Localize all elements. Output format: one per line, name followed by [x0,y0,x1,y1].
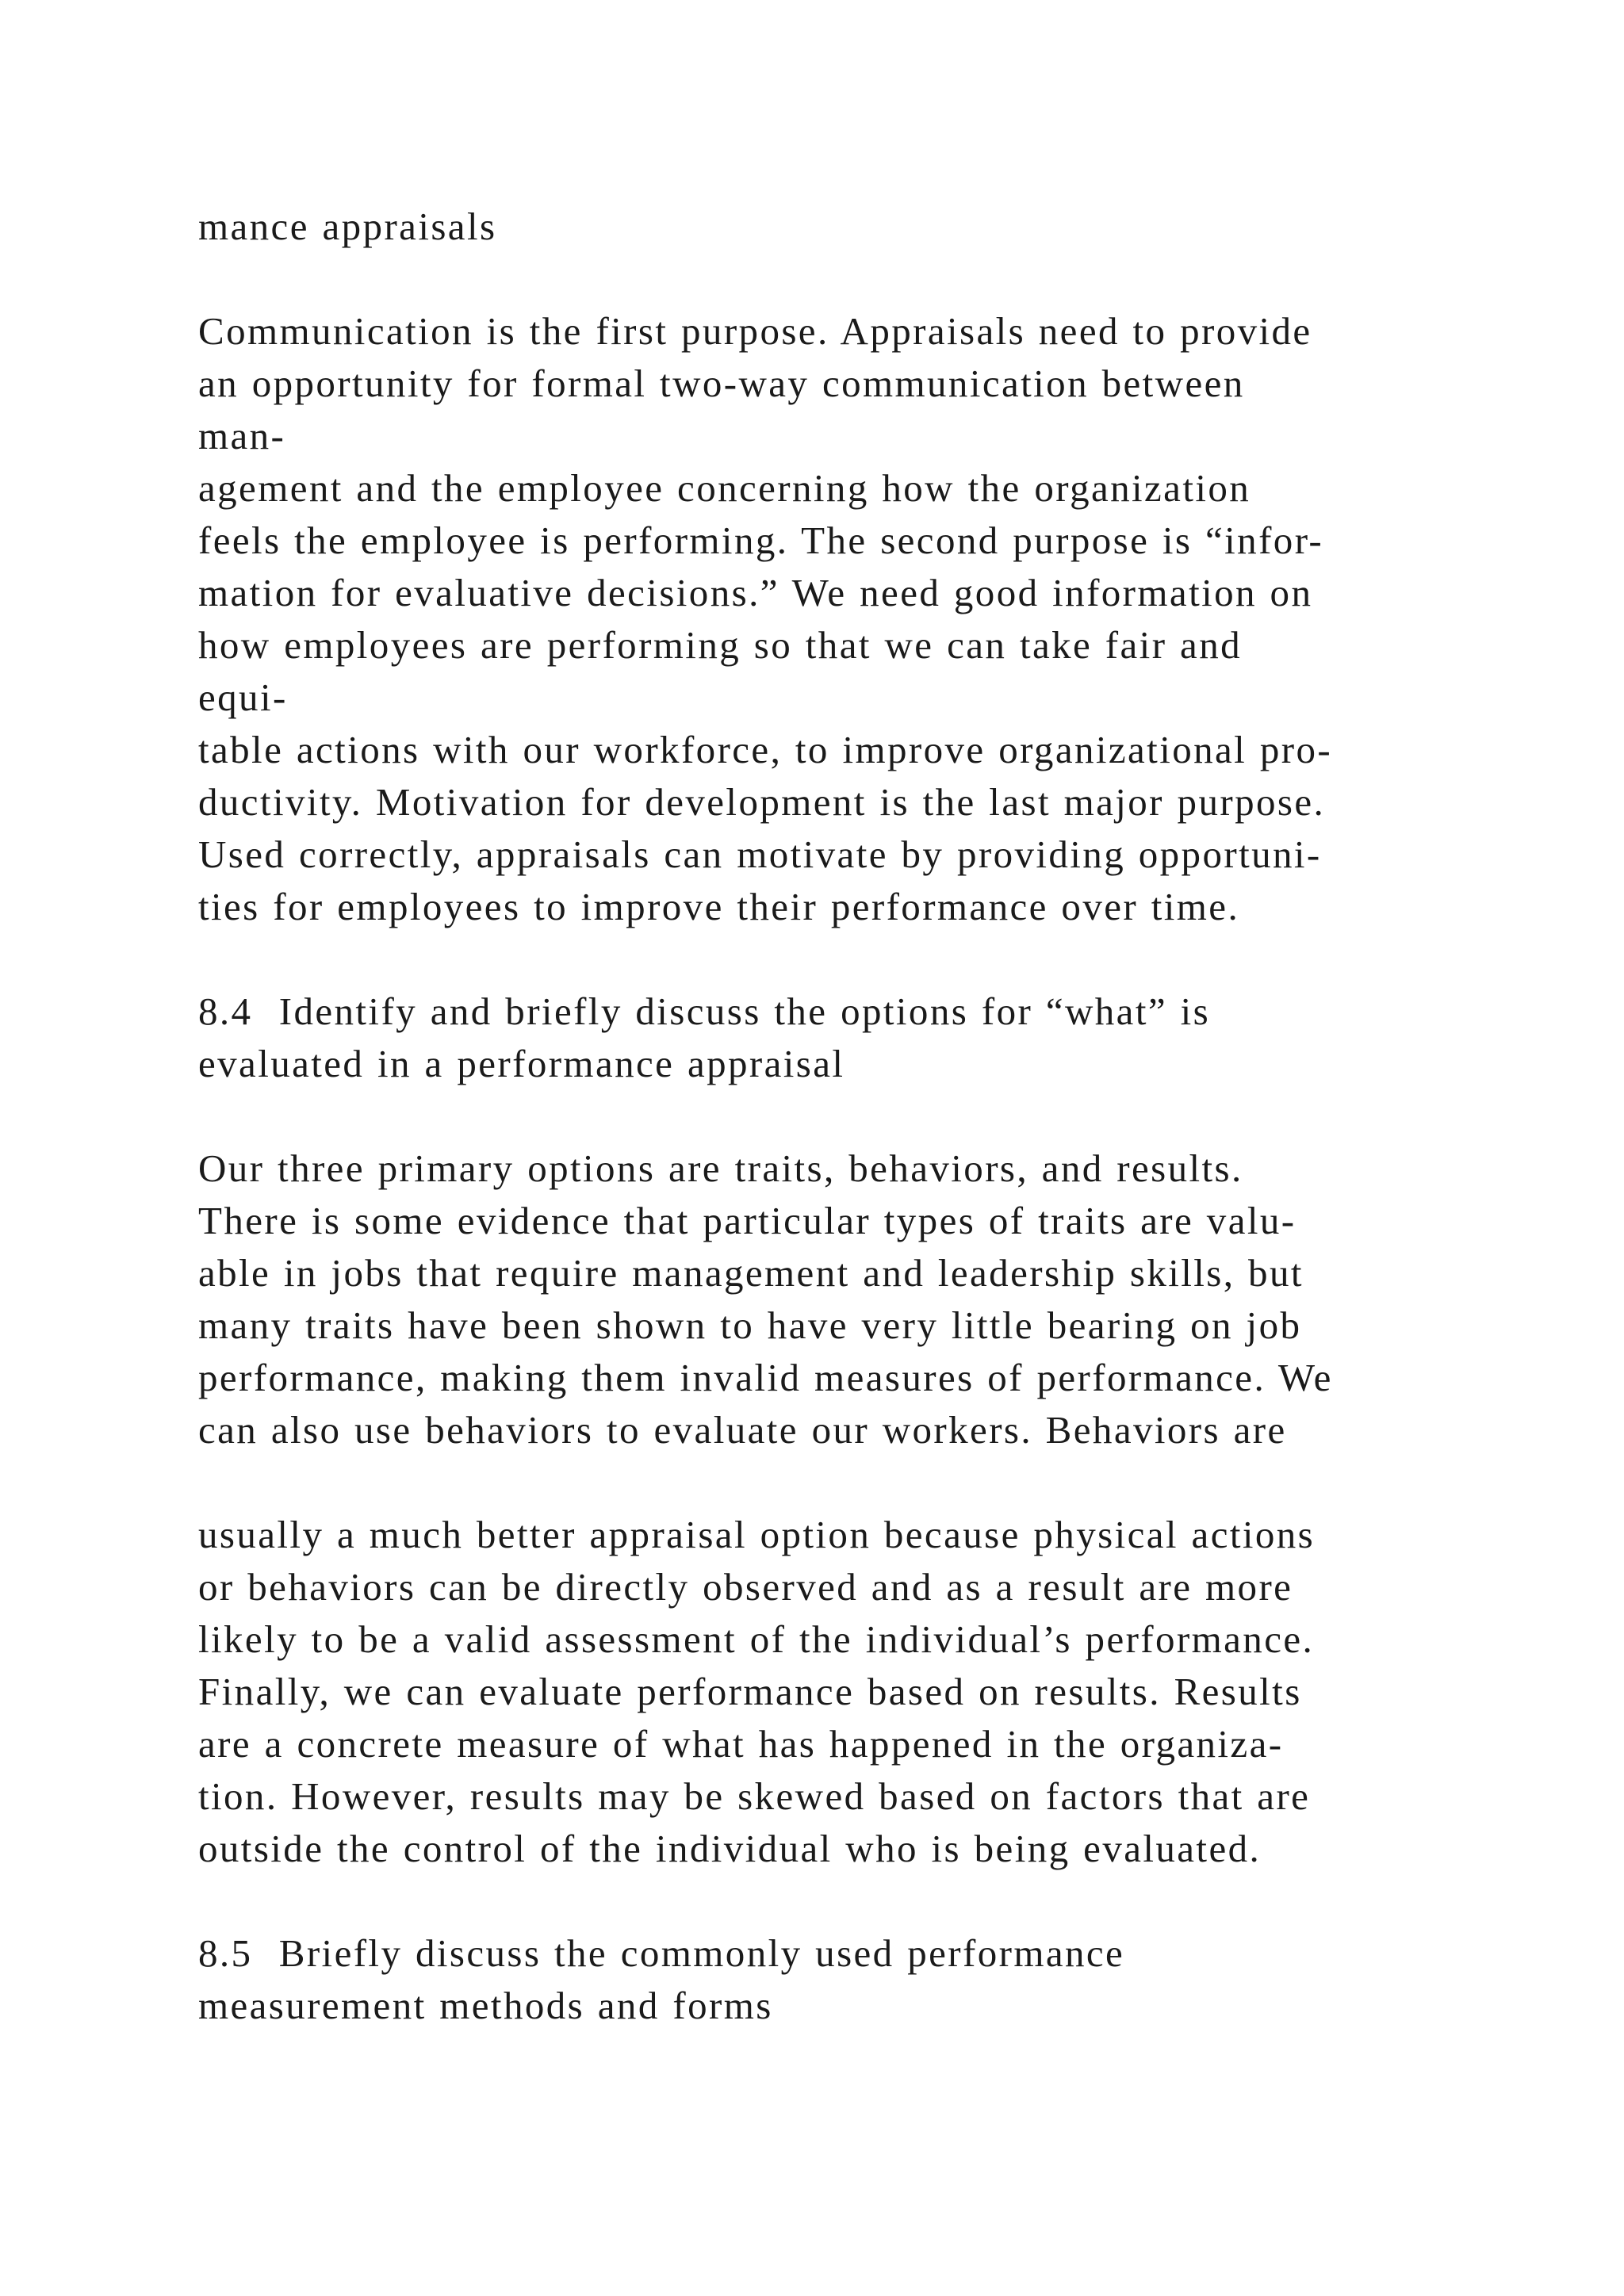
text-line: Used correctly, appraisals can motivate by providing opportuni- [198,832,1322,876]
text-line: tion. However, results may be skewed based on factors that are [198,1774,1311,1818]
section-heading: measurement methods and forms [198,1984,773,2027]
text-line: Finally, we can evaluate performance based on results. Results [198,1670,1302,1713]
text-line: an opportunity for formal two-way communication between [198,362,1245,405]
section-heading: evaluated in a performance appraisal [198,1042,845,1085]
text-line: able in jobs that require management and leadership skills, but [198,1251,1304,1295]
text-line: mance appraisals [198,205,497,248]
text-line: feels the employee is performing. The second purpose is “infor- [198,519,1324,562]
text-line: There is some evidence that particular types of traits are valu- [198,1199,1297,1242]
text-line: Our three primary options are traits, behaviors, and results. [198,1146,1243,1190]
text-line: ductivity. Motivation for development is the last major purpose. [198,780,1326,824]
text-line: mation for evaluative decisions.” We need good information on [198,571,1313,614]
text-line: table actions with our workforce, to improve organizational pro- [198,728,1333,771]
text-line: performance, making them invalid measures of performance. We [198,1356,1333,1399]
text-line: Communication is the first purpose. Appraisals need to provide [198,309,1312,353]
text-line: can also use behaviors to evaluate our workers. Behaviors are [198,1408,1287,1452]
text-line: likely to be a valid assessment of the individual’s performance. [198,1617,1315,1661]
text-line: how employees are performing so that we can take fair and [198,623,1243,667]
text-line: usually a much better appraisal option because physical actions [198,1513,1316,1556]
section-heading: 8.4 Identify and briefly discuss the options for “what” is [198,989,1211,1033]
text-line: many traits have been shown to have very little bearing on job [198,1303,1302,1347]
section-heading: 8.5 Briefly discuss the commonly used performance [198,1931,1125,1975]
text-line: equi- [198,675,288,719]
text-line: outside the control of the individual who is being evaluated. [198,1827,1262,1870]
text-line: agement and the employee concerning how the organization [198,466,1251,510]
text-line: man- [198,414,286,457]
text-line: or behaviors can be directly observed and as a result are more [198,1565,1293,1609]
text-line: are a concrete measure of what has happened in the organiza- [198,1722,1284,1766]
text-line: ties for employees to improve their performance over time. [198,885,1240,928]
